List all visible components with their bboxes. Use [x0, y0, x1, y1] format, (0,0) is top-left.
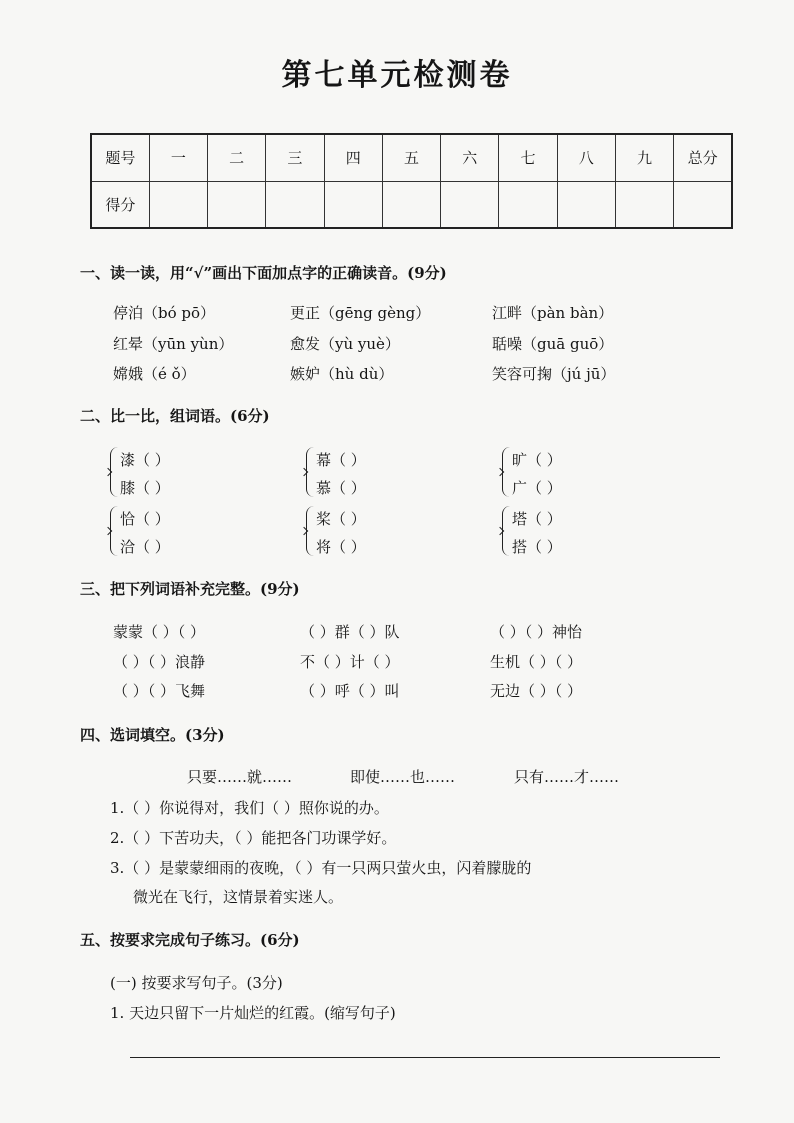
brace-icon [502, 506, 510, 556]
pinyin-item[interactable]: 更正（gēng gèng） [290, 304, 431, 322]
pinyin-item[interactable]: 江畔（pàn bàn） [492, 304, 614, 322]
score-cell: 题号 [91, 134, 149, 181]
score-input-cell[interactable] [615, 181, 673, 228]
score-input-cell[interactable] [674, 181, 732, 228]
word-option: 即使……也…… [350, 768, 456, 786]
score-cell: 总分 [674, 134, 732, 181]
word-group-item[interactable]: 恰（ ） [120, 510, 170, 528]
sentence-question: 1. 天边只留下一片灿烂的红霞。(缩写句子) [110, 1004, 396, 1022]
word-group-item[interactable]: 广（ ） [512, 479, 562, 497]
idiom-item[interactable]: 生机（ ）（ ） [490, 653, 583, 671]
brace-icon [110, 447, 118, 497]
pinyin-item[interactable]: 停泊（bó pō） [113, 304, 216, 322]
score-table-score-row [91, 181, 732, 228]
idiom-item[interactable]: （ ）（ ）神怡 [490, 623, 583, 641]
word-group-item[interactable]: 旷（ ） [512, 451, 562, 469]
score-table [90, 133, 733, 229]
page-title: 第七单元检测卷 [281, 58, 513, 93]
pinyin-item[interactable]: 聒噪（guā guō） [492, 335, 614, 353]
score-cell: 六 [441, 134, 499, 181]
score-input-cell[interactable] [441, 181, 499, 228]
score-input-cell[interactable] [382, 181, 440, 228]
word-group-item[interactable]: 塔（ ） [512, 510, 562, 528]
word-group-item[interactable]: 搭（ ） [512, 538, 562, 556]
word-option: 只有……才…… [514, 768, 620, 786]
score-table-header-row [91, 134, 732, 181]
idiom-item[interactable]: （ ）群（ ）队 [300, 623, 400, 641]
answer-line[interactable] [130, 1057, 720, 1058]
pinyin-item[interactable]: 嫉妒（hù dù） [290, 365, 394, 383]
brace-icon [306, 506, 314, 556]
score-cell: 七 [499, 134, 557, 181]
score-input-cell[interactable] [149, 181, 207, 228]
score-cell: 二 [208, 134, 266, 181]
word-group-item[interactable]: 洽（ ） [120, 538, 170, 556]
fill-blank-line-continued: 微光在飞行，这情景着实迷人。 [133, 888, 344, 906]
score-cell: 四 [324, 134, 382, 181]
word-group-item[interactable]: 将（ ） [316, 538, 366, 556]
fill-blank-line[interactable]: 1.（ ）你说得对，我们（ ）照你说的办。 [110, 799, 389, 817]
fill-blank-line[interactable]: 2.（ ）下苦功夫，（ ）能把各门功课学好。 [110, 829, 397, 847]
word-option: 只要……就…… [187, 768, 293, 786]
word-group-item[interactable]: 漆（ ） [120, 451, 170, 469]
section5-subheading: (一) 按要求写句子。(3分) [110, 974, 283, 992]
word-group-item[interactable]: 桨（ ） [316, 510, 366, 528]
word-group-item[interactable]: 幕（ ） [316, 451, 366, 469]
brace-icon [110, 506, 118, 556]
section5-heading: 五、按要求完成句子练习。(6分) [80, 931, 300, 949]
score-cell: 五 [382, 134, 440, 181]
fill-blank-line[interactable]: 3.（ ）是蒙蒙细雨的夜晚，（ ）有一只两只萤火虫，闪着朦胧的 [110, 859, 532, 877]
idiom-item[interactable]: （ ）（ ）浪静 [113, 653, 206, 671]
idiom-item[interactable]: （ ）（ ）飞舞 [113, 682, 206, 700]
idiom-item[interactable]: （ ）呼（ ）叫 [300, 682, 400, 700]
pinyin-item[interactable]: 愈发（yù yuè） [290, 335, 400, 353]
idiom-item[interactable]: 蒙蒙（ ）（ ） [113, 623, 206, 641]
brace-icon [306, 447, 314, 497]
pinyin-item[interactable]: 笑容可掬（jú jū） [492, 365, 616, 383]
section1-heading: 一、读一读，用“√”画出下面加点字的正确读音。(9分) [80, 264, 447, 282]
section3-heading: 三、把下列词语补充完整。(9分) [80, 580, 300, 598]
score-input-cell[interactable] [208, 181, 266, 228]
score-input-cell[interactable] [266, 181, 324, 228]
pinyin-item[interactable]: 红晕（yūn yùn） [113, 335, 234, 353]
word-group-item[interactable]: 慕（ ） [316, 479, 366, 497]
score-cell: 九 [615, 134, 673, 181]
score-cell: 三 [266, 134, 324, 181]
score-input-cell[interactable] [557, 181, 615, 228]
pinyin-item[interactable]: 嫦娥（é ǒ） [113, 365, 196, 383]
score-input-cell[interactable] [499, 181, 557, 228]
brace-icon [502, 447, 510, 497]
score-row-label: 得分 [91, 181, 149, 228]
idiom-item[interactable]: 无边（ ）（ ） [490, 682, 583, 700]
word-group-item[interactable]: 膝（ ） [120, 479, 170, 497]
score-input-cell[interactable] [324, 181, 382, 228]
score-cell: 一 [149, 134, 207, 181]
section2-heading: 二、比一比，组词语。(6分) [80, 407, 270, 425]
idiom-item[interactable]: 不（ ）计（ ） [300, 653, 400, 671]
section4-heading: 四、选词填空。(3分) [80, 726, 225, 744]
score-cell: 八 [557, 134, 615, 181]
